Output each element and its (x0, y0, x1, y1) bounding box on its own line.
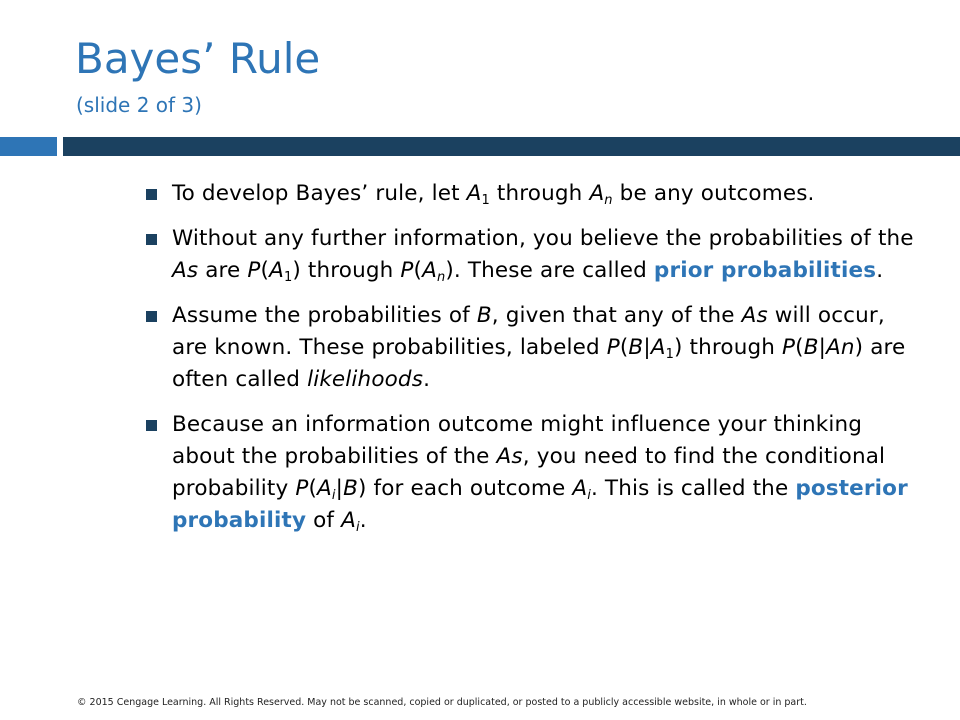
highlighted-term: prior probabilities (653, 258, 877, 283)
text-run: ( (795, 335, 804, 360)
copyright-footer: © 2015 Cengage Learning. All Rights Reserved. May not be scanned, copied or duplicated, or posted to a publicly accessible website, in whole or in part. (77, 697, 807, 708)
text-run: | (335, 476, 344, 501)
subscript: n (436, 270, 446, 285)
italic-term: A (589, 181, 605, 206)
text-run: . This is called the (590, 476, 796, 501)
italic-term: A (466, 181, 482, 206)
bullet-text (172, 412, 908, 533)
italic-term: A (422, 258, 437, 283)
title-rule-accent (0, 137, 57, 156)
text-run: of (306, 508, 342, 533)
subscript: 1 (665, 347, 674, 362)
subscript: i (355, 520, 360, 535)
text-run: ) (357, 476, 367, 501)
italic-term: likelihoods (307, 367, 424, 392)
subscript: i (587, 488, 591, 503)
text-run: | (818, 335, 827, 360)
text-run: ) (674, 335, 683, 360)
text-run: through (682, 335, 783, 360)
text-run: through (489, 181, 590, 206)
text-run: ( (619, 335, 629, 360)
italic-term: P (400, 258, 414, 283)
text-run: ( (413, 258, 423, 283)
subscript: n (604, 193, 613, 208)
text-run: , given that any of the (491, 303, 742, 328)
slide-title: Bayes’ Rule (75, 34, 321, 83)
italic-term: An (826, 335, 855, 360)
highlighted-term: posterior probability (172, 476, 908, 533)
text-run: ) (854, 335, 864, 360)
italic-term: B (628, 335, 644, 360)
bullet-text (172, 226, 914, 283)
text-run: are (198, 258, 248, 283)
title-rule-bar (63, 137, 960, 156)
bullet-list (146, 178, 926, 550)
text-run: Because an information outcome might influence your thinking about the probabilities of the (172, 412, 863, 469)
italic-term: B (476, 303, 492, 328)
italic-term: P (247, 258, 261, 283)
slide-subtitle: (slide 2 of 3) (76, 93, 202, 117)
text-run: To develop Bayes’ rule, let (172, 181, 467, 206)
text-run: Assume the probabilities of (172, 303, 477, 328)
italic-term: A (341, 508, 356, 533)
text-run: | (643, 335, 651, 360)
text-run: are often called (172, 335, 906, 392)
text-run: for each outcome (366, 476, 573, 501)
italic-term: A (317, 476, 332, 501)
bullet-item (146, 178, 926, 210)
text-run: ( (260, 258, 270, 283)
italic-term: A (650, 335, 666, 360)
italic-term: A (572, 476, 588, 501)
text-run: . These are called (453, 258, 654, 283)
text-run: ) (292, 258, 301, 283)
italic-term: B (803, 335, 819, 360)
italic-term: P (606, 335, 620, 360)
subscript: i (331, 488, 336, 503)
italic-term: As (172, 258, 199, 283)
text-run: . (423, 367, 431, 392)
italic-term: A (269, 258, 284, 283)
italic-term: B (343, 476, 358, 501)
bullet-square-icon (146, 189, 157, 200)
text-run: Without any further information, you believe the probabilities of the (172, 226, 914, 251)
bullet-square-icon (146, 311, 157, 322)
text-run: through (300, 258, 401, 283)
italic-term: As (496, 444, 523, 469)
bullet-item (146, 409, 926, 537)
bullet-square-icon (146, 234, 157, 245)
bullet-item (146, 300, 926, 396)
text-run: ) (445, 258, 454, 283)
text-run: . (876, 258, 884, 283)
bullet-text (172, 303, 905, 392)
bullet-text (172, 181, 815, 206)
bullet-item (146, 223, 926, 287)
text-run: ( (308, 476, 318, 501)
italic-term: As (741, 303, 768, 328)
text-run: . (359, 508, 367, 533)
italic-term: P (782, 335, 796, 360)
subscript: 1 (481, 193, 490, 208)
text-run: be any outcomes. (612, 181, 815, 206)
text-run: will occur, are known. These probabilities, labeled (172, 303, 885, 360)
bullet-square-icon (146, 420, 157, 431)
text-run: , you need to find the conditional probability (172, 444, 886, 501)
italic-term: P (295, 476, 309, 501)
subscript: 1 (283, 270, 293, 285)
